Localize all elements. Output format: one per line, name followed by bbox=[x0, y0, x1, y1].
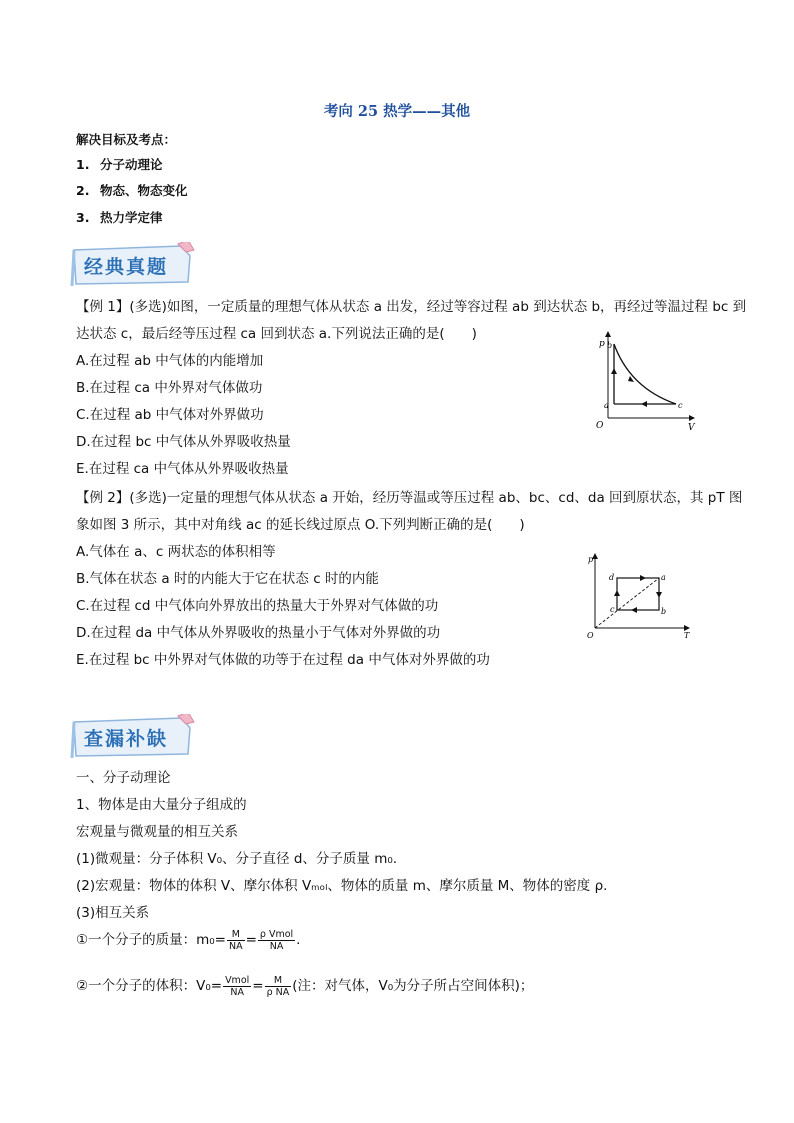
example2-stem-line1: 【例 2】(多选)一定量的理想气体从状态 a 开始，经历等温或等压过程 ab、bc、cd、da 回到原状态，其 pT 图 bbox=[76, 490, 743, 506]
section-banner-review: 查漏补缺 bbox=[70, 714, 196, 758]
pv-diagram bbox=[590, 326, 700, 434]
goal-item: 2. 物态、物态变化 bbox=[76, 183, 188, 198]
goal-item: 3. 热力学定律 bbox=[76, 210, 163, 225]
point-c: c bbox=[678, 401, 683, 410]
example1-option-b: B.在过程 ca 中外界对气体做功 bbox=[76, 380, 263, 396]
example1-stem-line1: 【例 1】(多选)如图，一定质量的理想气体从状态 a 出发，经过等容过程 ab 到达状态 b，再经过等温过程 bc 到 bbox=[76, 299, 747, 315]
micro-quantities: (1)微观量：分子体积 V₀、分子直径 d、分子质量 m₀. bbox=[76, 851, 398, 867]
subsection-text: 宏观量与微观量的相互关系 bbox=[76, 824, 238, 840]
example1-option-a: A.在过程 ab 中气体的内能增加 bbox=[76, 353, 264, 369]
section-banner-classic: 经典真题 bbox=[70, 242, 196, 286]
example1-stem-line2: 达状态 c，最后经等压过程 ca 回到状态 a.下列说法正确的是( ) bbox=[76, 326, 477, 342]
example2-option-e: E.在过程 bc 中外界对气体做的功等于在过程 da 中气体对外界做的功 bbox=[76, 652, 490, 668]
example2-option-b: B.气体在状态 a 时的内能大于它在状态 c 时的内能 bbox=[76, 571, 379, 587]
point-a: a bbox=[661, 573, 666, 582]
page-title: 考向 25 热学——其他 bbox=[323, 103, 471, 120]
diagonal-ac-line bbox=[595, 578, 659, 628]
relations-heading: (3)相互关系 bbox=[76, 905, 150, 921]
fraction: $\frac{M}{\text{ρ NA}}$ bbox=[266, 974, 290, 998]
section-heading: 一、分子动理论 bbox=[76, 770, 171, 786]
formula-molecule-volume: ②一个分子的体积：V₀= $\frac{\text{Vmol}}{NA}$ = $\frac{M}{\text{ρ NA}}$ (注：对气体，V₀为分子所占空间体积)； bbox=[76, 974, 534, 998]
point-b: b bbox=[607, 341, 613, 350]
origin-label: O bbox=[587, 631, 594, 640]
point-b: b bbox=[661, 607, 667, 616]
process-bc bbox=[614, 344, 676, 404]
y-axis-label: p bbox=[599, 339, 605, 349]
example1-option-c: C.在过程 ab 中气体对外界做功 bbox=[76, 407, 264, 423]
goal-item: 1. 分子动理论 bbox=[76, 157, 163, 172]
pt-diagram bbox=[585, 550, 695, 642]
x-axis-label: V bbox=[688, 423, 695, 433]
example2-stem-line2: 象如图 3 所示，其中对角线 ac 的延长线过原点 O.下列判断正确的是( ) bbox=[76, 517, 525, 533]
example2-option-a: A.气体在 a、c 两状态的体积相等 bbox=[76, 544, 276, 560]
macro-quantities: (2)宏观量：物体的体积 V、摩尔体积 Vₘₒₗ、物体的质量 m、摩尔质量 M、物体的密度 ρ. bbox=[76, 878, 608, 894]
fraction: $\frac{M}{NA}$ bbox=[228, 928, 243, 952]
subsection-heading: 1、物体是由大量分子组成的 bbox=[76, 797, 247, 813]
origin-label: O bbox=[596, 421, 604, 431]
x-axis-label: T bbox=[684, 631, 690, 640]
fraction: $\frac{\text{ρ Vmol}}{NA}$ bbox=[259, 928, 294, 952]
point-c: c bbox=[610, 605, 615, 614]
example1-option-d: D.在过程 bc 中气体从外界吸收热量 bbox=[76, 434, 291, 450]
cycle-rectangle bbox=[617, 578, 659, 610]
example2-option-d: D.在过程 da 中气体从外界吸收的热量小于气体对外界做的功 bbox=[76, 625, 441, 641]
formula-molecule-mass: ①一个分子的质量：m₀= $\frac{M}{NA}$ = $\frac{\text{ρ Vmol}}{NA}$ . bbox=[76, 928, 301, 952]
point-a: a bbox=[604, 401, 609, 410]
example1-option-e: E.在过程 ca 中气体从外界吸收热量 bbox=[76, 461, 289, 477]
point-d: d bbox=[609, 573, 615, 582]
example2-option-c: C.在过程 cd 中气体向外界放出的热量大于外界对气体做的功 bbox=[76, 598, 439, 614]
goals-label: 解决目标及考点： bbox=[76, 132, 177, 147]
y-axis-label: p bbox=[588, 555, 594, 564]
fraction: $\frac{\text{Vmol}}{NA}$ bbox=[225, 974, 250, 998]
